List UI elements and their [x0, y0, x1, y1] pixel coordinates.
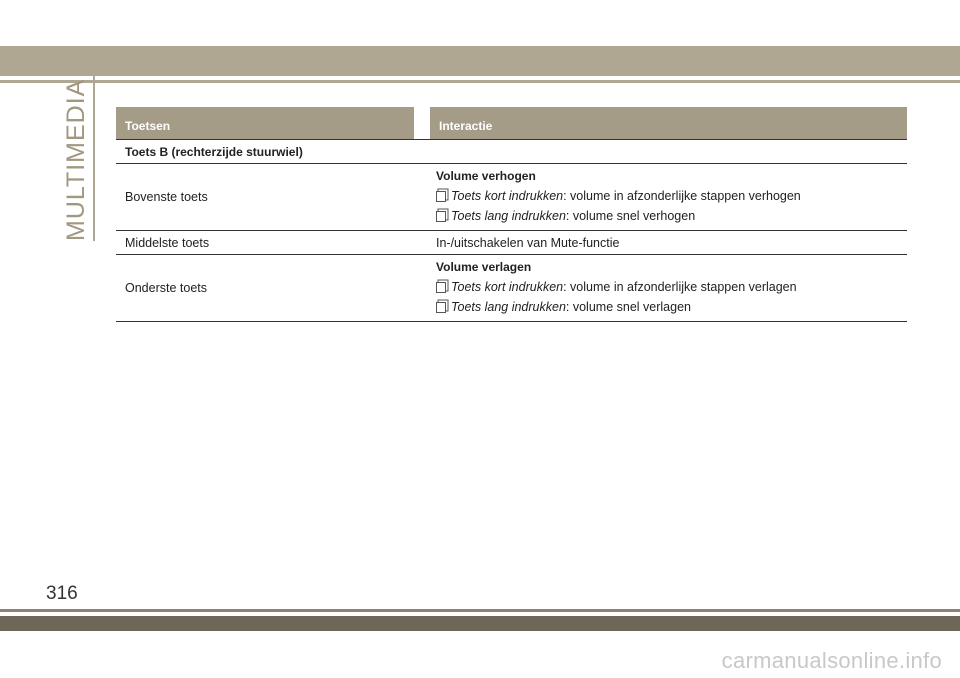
header-keys: Toetsen — [116, 107, 414, 139]
action-label: Toets kort indrukken — [451, 280, 564, 294]
checkbox-bullet-icon — [436, 282, 446, 293]
interaction-cell — [430, 164, 907, 230]
top-decorative-line — [0, 80, 960, 83]
table-section-label: Toets B (rechterzijde stuurwiel) — [116, 139, 907, 164]
list-item — [436, 209, 907, 223]
table-row — [116, 231, 907, 255]
key-name: Middelste toets — [125, 235, 210, 250]
key-name: Onderste toets — [125, 281, 207, 295]
action-description: : volume snel verlagen — [565, 300, 691, 314]
watermark: carmanualsonline.info — [721, 648, 942, 673]
checkbox-bullet-icon — [436, 211, 446, 222]
table-header — [116, 107, 907, 139]
list-item — [436, 300, 907, 314]
action-label: Toets lang indrukken — [451, 209, 566, 223]
page-number: 316 — [46, 583, 78, 604]
action-description: : volume snel verhogen — [565, 209, 696, 223]
checkbox-bullet-icon — [436, 302, 446, 313]
key-name: Bovenste toets — [125, 190, 208, 204]
action-label: Toets lang indrukken — [451, 300, 566, 314]
checkbox-bullet-icon — [436, 191, 446, 202]
table-row — [116, 164, 907, 231]
bottom-decorative-line — [0, 609, 960, 612]
interaction-cell — [430, 255, 907, 321]
interaction-heading: Volume verlagen — [436, 260, 532, 274]
bottom-decorative-band — [0, 616, 960, 631]
section-title: MULTIMEDIA — [62, 73, 95, 241]
controls-table — [116, 107, 907, 322]
header-interaction: Interactie — [430, 107, 907, 139]
top-decorative-band — [0, 46, 960, 76]
list-item — [436, 189, 907, 203]
interaction-cell: In-/uitschakelen van Mute-functie — [436, 235, 620, 250]
action-description: : volume in afzonderlijke stappen verlagen — [563, 280, 797, 294]
list-item — [436, 280, 907, 294]
action-label: Toets kort indrukken — [451, 189, 564, 203]
interaction-heading: Volume verhogen — [436, 169, 536, 183]
table-row — [116, 255, 907, 322]
action-description: : volume in afzonderlijke stappen verhogen — [563, 189, 801, 203]
